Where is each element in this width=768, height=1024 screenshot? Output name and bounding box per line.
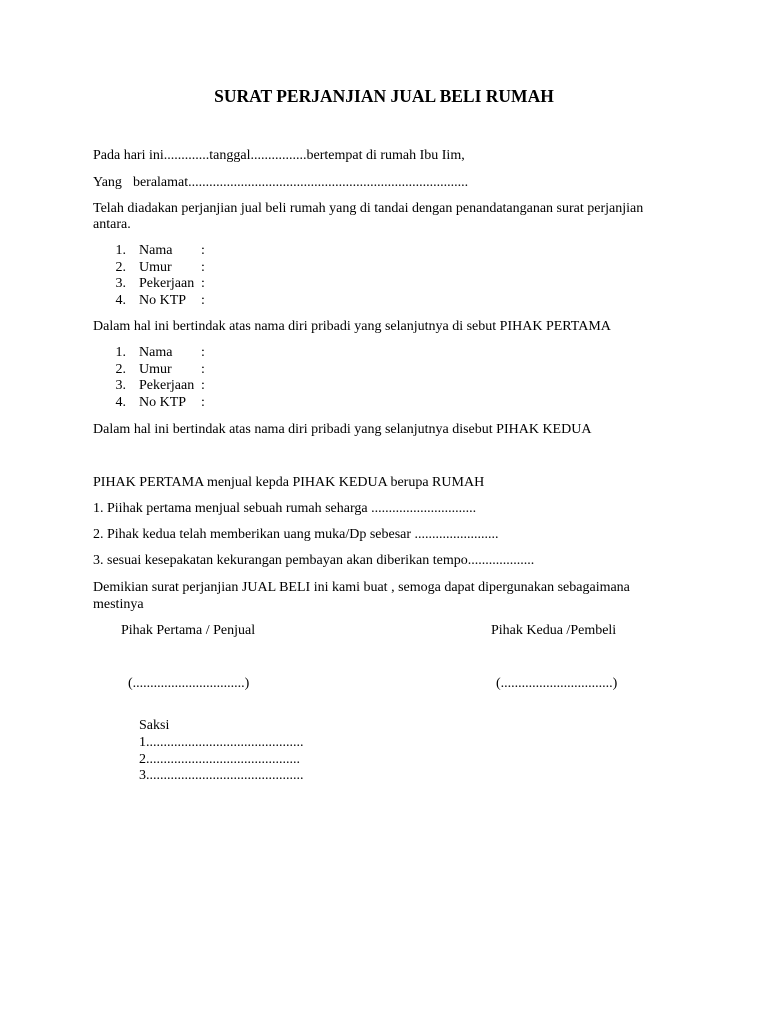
field-label: Nama: [139, 243, 173, 258]
date-blank: ................: [250, 148, 307, 163]
terms-intro: PIHAK PERTAMA menjual kepda PIHAK KEDUA berupa RUMAH: [93, 475, 485, 490]
list-number: 2.: [115, 260, 126, 275]
term-blank: ..............................: [371, 501, 477, 516]
closing-paragraph: Demikian surat perjanjian JUAL BELI ini kami buat , semoga dapat dipergunakan sebagaimana mestinya: [93, 580, 630, 612]
second-party-signature-label: Pihak Kedua /Pembeli: [491, 623, 617, 638]
witness-line-3: 3.............................................: [139, 768, 304, 783]
term-remaining-payment: [93, 553, 534, 569]
address-blank: ................................................................................: [188, 175, 469, 190]
day-label: Pada hari ini: [93, 148, 164, 163]
witness-line-2: 2............................................: [139, 752, 300, 767]
first-party-field-occupation: [0, 276, 768, 292]
list-number: 1.: [115, 243, 126, 258]
list-number: 3.: [115, 276, 126, 291]
witness-line-1: 1.............................................: [139, 735, 304, 750]
second-party-statement: Dalam hal ini bertindak atas nama diri pribadi yang selanjutnya disebut PIHAK KEDUA: [93, 422, 592, 437]
witnesses-label: Saksi: [139, 718, 170, 733]
first-party-field-name: [0, 243, 768, 259]
field-label: Pekerjaan: [139, 378, 195, 393]
address-label: beralamat: [132, 175, 189, 190]
field-colon: :: [201, 362, 205, 377]
intro-paragraph: Telah diadakan perjanjian jual beli rumah yang di tandai dengan penandatanganan surat perjanjian antara.: [93, 201, 644, 232]
term-text: 3. sesuai kesepakatan kekurangan pembayan akan diberikan tempo: [93, 553, 468, 568]
document-title: SURAT PERJANJIAN JUAL BELI RUMAH: [214, 86, 554, 106]
list-number: 2.: [115, 362, 126, 377]
field-label: No KTP: [139, 293, 187, 308]
first-party-signature-label: Pihak Pertama / Penjual: [121, 623, 256, 638]
term-blank: ........................: [414, 527, 499, 542]
list-number: 4.: [115, 293, 126, 308]
first-party-signature-blank: (................................): [128, 676, 250, 691]
term-text: 1. Piihak pertama menjual sebuah rumah seharga: [93, 501, 372, 516]
first-party-field-id-number: [0, 293, 768, 309]
field-colon: :: [201, 395, 205, 410]
field-colon: :: [201, 378, 205, 393]
field-colon: :: [201, 260, 205, 275]
place-text: bertempat di rumah Ibu Iim,: [306, 148, 465, 163]
list-number: 1.: [115, 345, 126, 360]
second-party-signature-blank: (................................): [496, 676, 618, 691]
list-number: 4.: [115, 395, 126, 410]
field-label: No KTP: [139, 395, 187, 410]
second-party-field-age: [0, 362, 768, 378]
intro-address-line: [93, 175, 468, 191]
field-colon: :: [201, 243, 205, 258]
term-down-payment: [93, 527, 499, 543]
first-party-statement: Dalam hal ini bertindak atas nama diri pribadi yang selanjutnya di sebut PIHAK PERTAMA: [93, 319, 611, 334]
field-colon: :: [201, 345, 205, 360]
second-party-field-occupation: [0, 378, 768, 394]
second-party-field-name: [0, 345, 768, 361]
list-number: 3.: [115, 378, 126, 393]
day-blank: .............: [163, 148, 210, 163]
first-party-field-age: [0, 260, 768, 276]
intro-date-place-line: [93, 148, 465, 164]
term-price: [93, 501, 476, 517]
field-label: Umur: [139, 362, 172, 377]
date-label: tanggal: [209, 148, 251, 163]
address-prefix: Yang: [93, 175, 122, 190]
field-label: Umur: [139, 260, 172, 275]
term-text: 2. Pihak kedua telah memberikan uang muka/Dp sebesar: [93, 527, 415, 542]
field-colon: :: [201, 276, 205, 291]
field-label: Pekerjaan: [139, 276, 195, 291]
second-party-field-id-number: [0, 395, 768, 411]
field-colon: :: [201, 293, 205, 308]
field-label: Nama: [139, 345, 173, 360]
term-blank: ...................: [467, 553, 535, 568]
